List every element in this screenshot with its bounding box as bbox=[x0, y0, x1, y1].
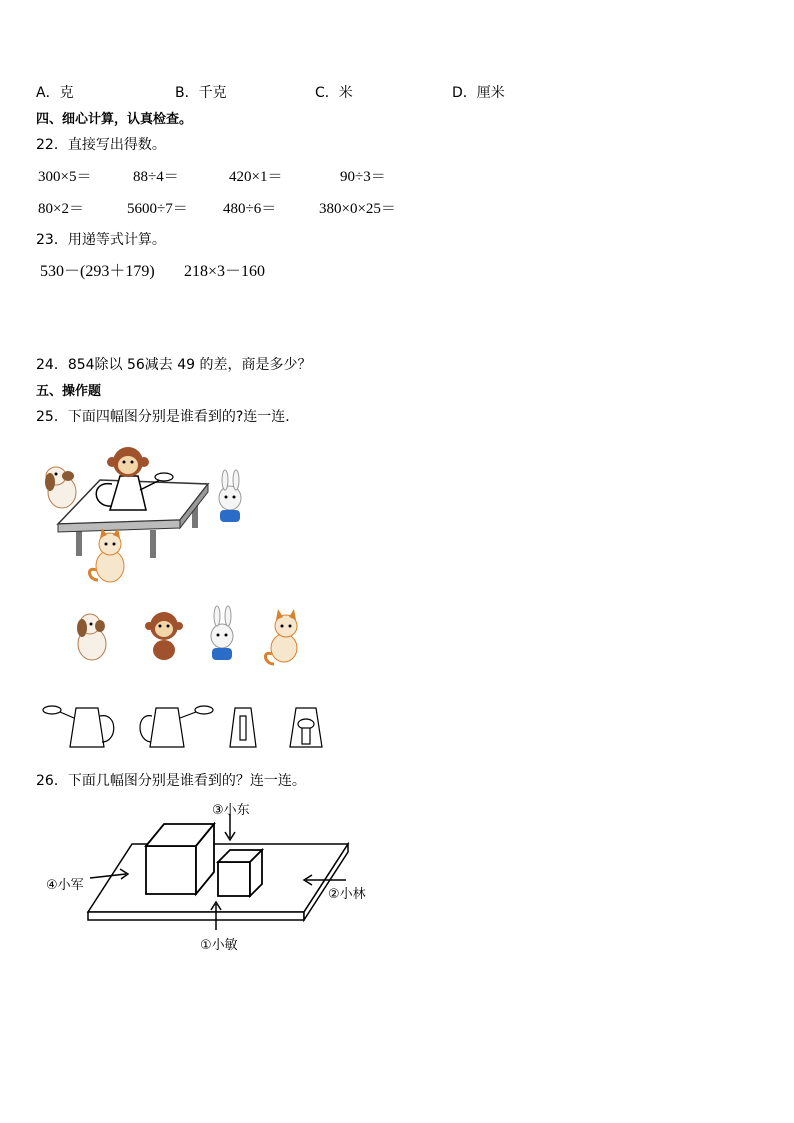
q22-item: 480÷6＝ bbox=[223, 201, 277, 217]
section-5-title: 五、操作题 bbox=[36, 384, 102, 399]
viewer-front-label: ①小敏 bbox=[200, 938, 238, 953]
q25-view-shapes bbox=[40, 702, 340, 752]
q25-scene bbox=[40, 440, 270, 590]
viewer-top-label: ③小东 bbox=[212, 803, 250, 818]
viewer-left-label: ④小军 bbox=[46, 878, 84, 893]
watering-can-side-view-1 bbox=[43, 706, 114, 747]
option-b: B．千克 bbox=[175, 85, 227, 101]
rabbit-icon bbox=[219, 470, 241, 522]
watering-can-front-view bbox=[230, 708, 256, 747]
watering-can-back-view bbox=[290, 708, 322, 747]
monkey-icon bbox=[107, 447, 149, 477]
q23-expression-1: 530－(293＋179) bbox=[40, 263, 155, 280]
q22-item: 5600÷7＝ bbox=[127, 201, 188, 217]
q22-item: 380×0×25＝ bbox=[319, 201, 396, 217]
option-c: C．米 bbox=[315, 85, 353, 101]
q26-diagram bbox=[80, 808, 390, 938]
dog-icon bbox=[45, 467, 76, 508]
watering-can-side-view-2 bbox=[140, 706, 213, 747]
arrow-right-icon bbox=[90, 869, 128, 879]
q22-item: 80×2＝ bbox=[38, 201, 84, 217]
cat-icon bbox=[89, 528, 124, 582]
q22-item: 420×1＝ bbox=[229, 169, 283, 185]
cat-icon bbox=[265, 609, 297, 664]
dog-icon bbox=[77, 614, 106, 660]
q25-label: 25．下面四幅图分别是谁看到的?连一连． bbox=[36, 409, 300, 425]
rabbit-icon bbox=[211, 606, 233, 660]
q22-item: 90÷3＝ bbox=[340, 169, 386, 185]
section-4-title: 四、细心计算，认真检查。 bbox=[36, 112, 193, 127]
q22-item: 300×5＝ bbox=[38, 169, 92, 185]
q25-animal-row bbox=[70, 606, 310, 666]
q24-label: 24．854除以 56减去 49 的差，商是多少？ bbox=[36, 357, 312, 373]
monkey-icon bbox=[145, 612, 183, 660]
q26-label: 26．下面几幅图分别是谁看到的？连一连。 bbox=[36, 773, 306, 789]
q22-item: 88÷4＝ bbox=[133, 169, 179, 185]
q23-expression-2: 218×3－160 bbox=[184, 263, 266, 280]
option-d: D．厘米 bbox=[452, 85, 505, 101]
option-a: A．克 bbox=[36, 85, 74, 101]
q23-label: 23．用递等式计算。 bbox=[36, 232, 166, 248]
q22-label: 22．直接写出得数。 bbox=[36, 137, 166, 153]
viewer-right-label: ②小林 bbox=[328, 887, 366, 902]
